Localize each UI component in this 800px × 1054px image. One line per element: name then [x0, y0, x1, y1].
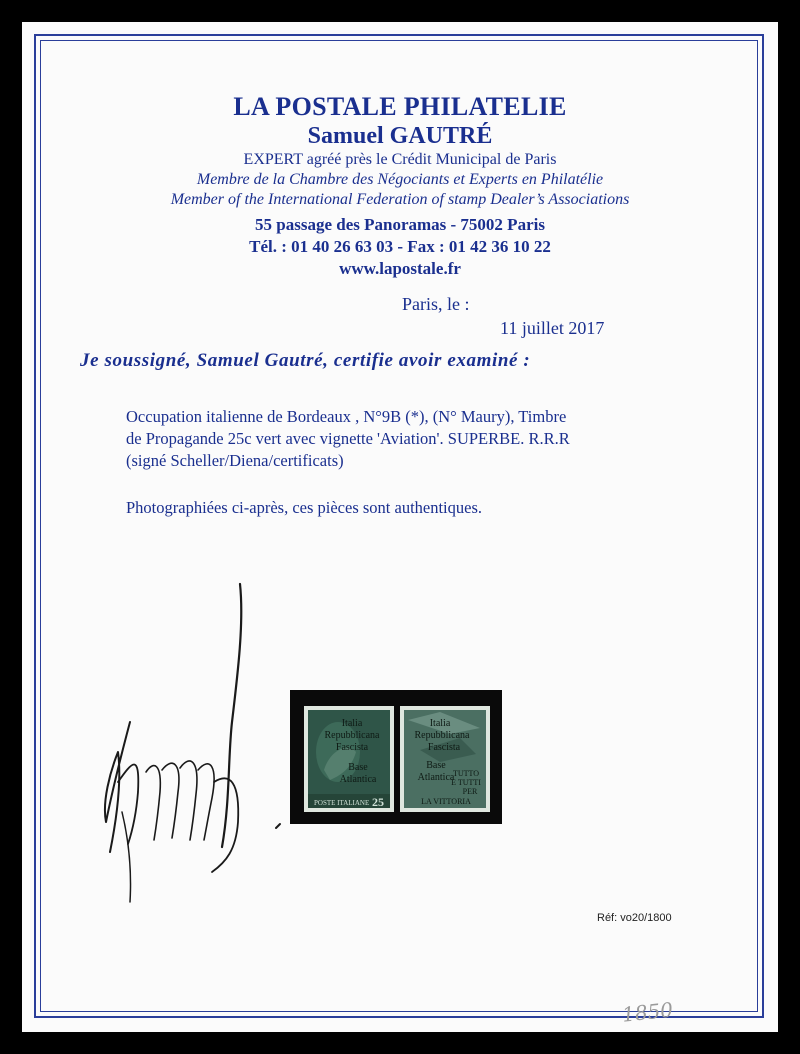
authenticity-statement: Photographiées ci-après, ces pièces sont authentiques.	[126, 498, 483, 517]
right-overprint-line: Italia	[429, 718, 451, 729]
pencil-price-text: 1850	[620, 997, 675, 1027]
membership-french: Membre de la Chambre des Négociants et Experts en Philatélie	[196, 171, 604, 188]
date-value: 11 juillet 2017	[500, 318, 605, 338]
left-overprint-line: Atlantica	[339, 774, 377, 785]
item-description	[126, 406, 666, 472]
left-overprint-line: Italia	[341, 718, 363, 729]
membership-english: Member of the International Federation of stamp Dealer’s Associations	[170, 191, 630, 208]
expert-name: Samuel GAUTRÉ	[307, 123, 493, 149]
reference-number: Réf: vo20/1800	[597, 912, 672, 924]
expert-accreditation: EXPERT agréé près le Crédit Municipal de Paris	[243, 151, 557, 168]
postal-address: 55 passage des Panoramas - 75002 Paris	[255, 215, 545, 234]
description-line: Occupation italienne de Bordeaux , N°9B (*), (N° Maury), Timbre	[126, 407, 567, 426]
left-stamp	[304, 706, 394, 812]
right-overprint-line: Repubblicana	[414, 730, 470, 741]
description-line: de Propagande 25c vert avec vignette 'Aviation'. SUPERBE. R.R.R	[126, 429, 570, 448]
right-overprint-line: Base	[426, 760, 446, 771]
company-name: LA POSTALE PHILATELIE	[233, 92, 567, 121]
right-motto-line: TUTTO	[452, 769, 480, 778]
letterhead	[22, 92, 778, 280]
right-overprint-line: Atlantica	[417, 772, 455, 783]
right-motto-line: LA VITTORIA	[421, 797, 471, 806]
right-overprint-line: Fascista	[427, 742, 461, 753]
left-overprint-line: Fascista	[335, 742, 369, 753]
left-overprint-line: Repubblicana	[324, 730, 380, 741]
certification-statement: Je soussigné, Samuel Gautré, certifie avoir examiné :	[80, 350, 531, 371]
date-label: Paris, le :	[402, 294, 470, 314]
phone-fax: Tél. : 01 40 26 63 03 - Fax : 01 42 36 10 22	[249, 237, 551, 256]
stamp-photo	[290, 690, 502, 824]
right-stamp	[400, 706, 490, 812]
right-motto-line: E TUTTI	[451, 778, 481, 787]
description-line: (signé Scheller/Diena/certificats)	[126, 451, 344, 470]
right-motto-line: PER	[462, 787, 478, 796]
handwritten-signature	[62, 582, 282, 922]
left-stamp-value: 25	[372, 795, 384, 809]
left-overprint-line: Base	[348, 762, 368, 773]
certificate-page	[22, 22, 778, 1032]
pencil-price-note	[618, 994, 698, 1028]
website: www.lapostale.fr	[339, 259, 461, 278]
left-stamp-country: POSTE ITALIANE	[314, 799, 370, 807]
stamp-pair-image	[290, 690, 502, 824]
